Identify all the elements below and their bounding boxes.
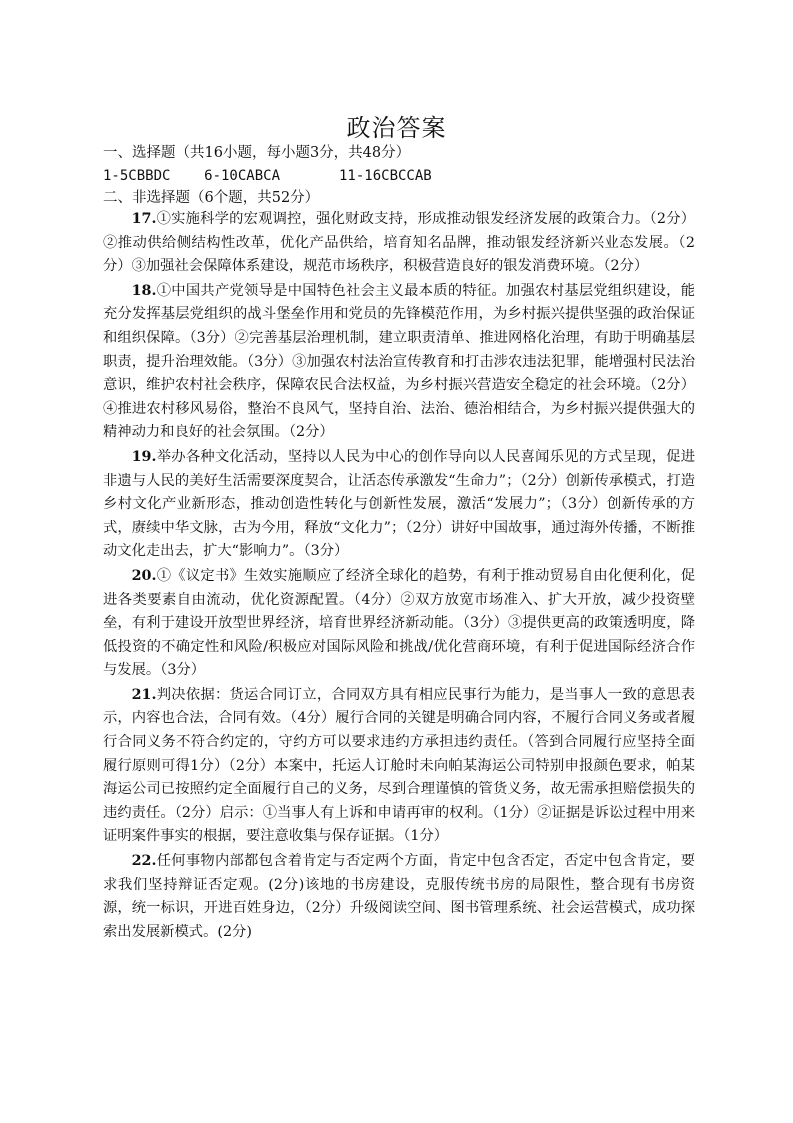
choice-answers-line: 1-5CBBDC 6-10CABCA 11-16CBCCAB bbox=[103, 168, 432, 184]
answer-text: 举办各种文化活动，坚持以人民为中心的创作导向以人民喜闻乐见的方式呈现，促进非遗与人民的美好生活需要深度契合，让活态传承激发“生命力”；（2分）创新传承模式，打造乡村文化产业新形态，推动创造性转化与创新性发展，激活“发展力”；（3分）创新传承的方式，赓续中华文脉，古为今用，释放“文化力”；（2分）讲好中国故事，通过海外传播，不断推动文化走出去，扩大“影响力”。（3分） bbox=[103, 448, 695, 560]
answer-number: 19. bbox=[131, 448, 157, 465]
answer-17 bbox=[103, 208, 695, 279]
answer-text: ①《议定书》生效实施顺应了经济全球化的趋势，有利于推动贸易自由化便利化，促进各类要素自由流动，优化资源配置。（4分）②双方放宽市场准入、扩大开放，减少投资壁垒，有利于建设开放型世界经济，培育世界经济新动能。（3分）③提供更高的政策透明度，降低投资的不确定性和风险/积极应对国际风险和挑战/优化营商环境，有利于促进国际经济合作与发展。（3分） bbox=[103, 567, 695, 679]
answer-text: 任何事物内部都包含着肯定与否定两个方面，肯定中包含否定，否定中包含肯定，要求我们坚持辩证否定观。(2分)该地的书房建设，克服传统书房的局限性，整合现有书房资源，统一标识，开进百姓身边，（2分）升级阅读空间、图书管理系统、社会运营模式，成功探索出发展新模式。(2分) bbox=[103, 853, 695, 940]
answer-19 bbox=[103, 446, 695, 564]
answer-text: 判决依据：货运合同订立，合同双方具有相应民事行为能力，是当事人一致的意思表示，内容也合法，合同有效。（4分）履行合同的关键是明确合同内容，不履行合同义务或者履行合同义务不符合约定的，守约方可以要求违约方承担违约责任。（答到合同履行应坚持全面履行原则可得1分）（2分）本案中，托运人订舱时未向帕某海运公司特别申报颜色要求，帕某海运公司已按照约定全面履行自己的义务，尽到合理谨慎的管货义务，故无需承担赔偿损失的违约责任。（2分）启示：①当事人有上诉和申请再审的权利。（1分）②证据是诉讼过程中用来证明案件事实的根据，要注意收集与保存证据。（1分） bbox=[103, 686, 695, 845]
answer-number: 20. bbox=[131, 567, 157, 584]
answer-22 bbox=[103, 850, 695, 944]
section-1-heading: 一、选择题（共16小题，每小题3分，共48分） bbox=[103, 145, 411, 161]
answer-18 bbox=[103, 280, 695, 445]
answer-text: ①中国共产党领导是中国特色社会主义最本质的特征。加强农村基层党组织建设，能充分发挥基层党组织的战斗堡垒作用和党员的先锋模范作用，为乡村振兴提供坚强的政治保证和组织保障。（3分）②完善基层治理机制，建立职责清单、推进网格化治理，有助于明确基层职责，提升治理效能。（3分）③加强农村法治宣传教育和打击涉农违法犯罪，能增强村民法治意识，维护农村社会秩序，保障农民合法权益，为乡村振兴营造安全稳定的社会环境。（2分）④推进农村移风易俗，整治不良风气，坚持自治、法治、德治相结合，为乡村振兴提供强大的精神动力和良好的社会氛围。（2分） bbox=[103, 282, 695, 441]
page-title: 政治答案 bbox=[346, 114, 447, 142]
answer-20 bbox=[103, 565, 695, 683]
answers-list bbox=[103, 208, 695, 944]
answer-text: ①实施科学的宏观调控，强化财政支持，形成推动银发经济发展的政策合力。（2分）②推动供给侧结构性改革，优化产品供给，培育知名品牌，推动银发经济新兴业态发展。（2分）③加强社会保障体系建设，规范市场秩序，积极营造良好的银发消费环境。（2分） bbox=[103, 211, 695, 275]
answer-number: 17. bbox=[131, 211, 157, 227]
section-2-heading: 二、非选择题（6个题，共52分） bbox=[103, 190, 320, 206]
answer-number: 18. bbox=[131, 282, 157, 299]
answer-21 bbox=[103, 684, 695, 849]
answer-number: 22. bbox=[131, 853, 157, 870]
answer-number: 21. bbox=[131, 686, 157, 703]
